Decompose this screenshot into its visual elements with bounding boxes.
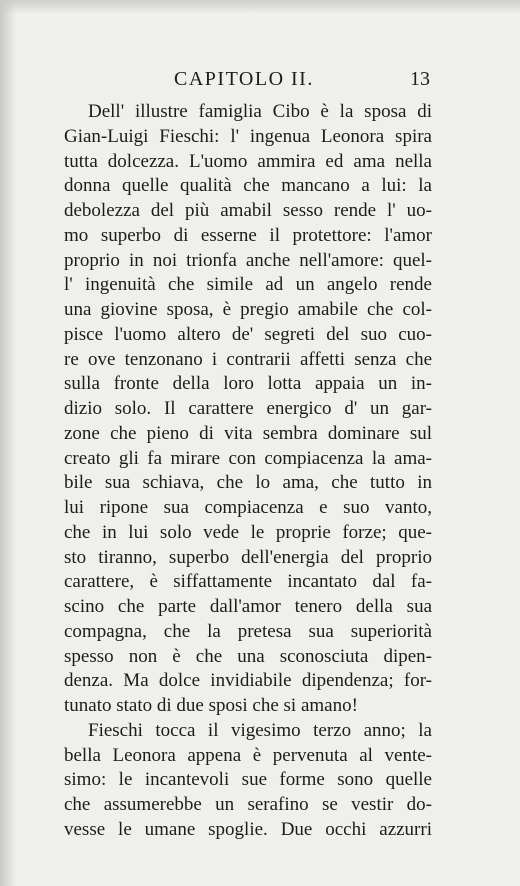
body-text bbox=[64, 100, 432, 843]
text-line: che in lui solo vede le proprie forze; que- bbox=[64, 521, 432, 543]
text-line: bile sua schiava, che lo ama, che tutto in bbox=[64, 472, 432, 494]
text-line: tutta dolcezza. L'uomo ammira ed ama nella bbox=[64, 150, 432, 172]
text-line: tunato stato di due sposi che si amano! bbox=[64, 695, 358, 716]
text-line: una giovine sposa, è pregio amabile che col- bbox=[64, 299, 432, 320]
text-line: donna quelle qualità che mancano a lui: la bbox=[64, 175, 432, 197]
text-line: pisce l'uomo altero de' segreti del suo cuo- bbox=[64, 323, 432, 345]
page-number: 13 bbox=[410, 68, 430, 90]
text-line: sto tiranno, superbo dell'energia del proprio bbox=[64, 546, 432, 568]
text-line: Fieschi tocca il vigesimo terzo anno; la bbox=[88, 719, 432, 741]
text-line: mo superbo di esserne il protettore: l'amor bbox=[64, 224, 432, 246]
text-line: dizio solo. Il carattere energico d' un gar- bbox=[64, 398, 432, 419]
text-line: simo: le incantevoli sue forme sono quelle bbox=[64, 769, 432, 791]
text-line: creato gli fa mirare con compiacenza la ama- bbox=[64, 447, 432, 469]
text-line: denza. Ma dolce invidiabile dipendenza; for- bbox=[64, 670, 432, 692]
text-line: lui ripone sua compiacenza e suo vanto, bbox=[64, 497, 432, 518]
text-line: compagna, che la pretesa sua superiorità bbox=[64, 620, 432, 642]
text-line: debolezza del più amabil sesso rende l' uo- bbox=[64, 200, 432, 221]
running-header bbox=[62, 68, 430, 94]
chapter-title: CAPITOLO II. bbox=[174, 68, 314, 90]
text-line: carattere, è siffattamente incantato dal fa- bbox=[64, 571, 432, 593]
text-line: spesso non è che una sconosciuta dipen- bbox=[64, 645, 432, 667]
text-line: proprio in noi trionfa anche nell'amore: quel- bbox=[64, 249, 432, 271]
text-line: zone che pieno di vita sembra dominare sul bbox=[64, 422, 432, 444]
text-line: vesse le umane spoglie. Due occhi azzurri bbox=[64, 818, 432, 840]
text-line: Gian-Luigi Fieschi: l' ingenua Leonora spira bbox=[64, 125, 432, 147]
page-top-shadow bbox=[0, 0, 520, 14]
text-line: Dell' illustre famiglia Cibo è la sposa di bbox=[88, 101, 432, 122]
text-line: bella Leonora appena è pervenuta al vente- bbox=[64, 744, 432, 766]
text-line: sulla fronte della loro lotta appaia un in- bbox=[64, 373, 432, 395]
text-line: scino che parte dall'amor tenero della sua bbox=[64, 596, 432, 617]
text-line: l' ingenuità che simile ad un angelo rende bbox=[64, 274, 432, 296]
text-line: che assumerebbe un serafino se vestir do- bbox=[64, 794, 432, 815]
page-binding-edge bbox=[0, 0, 16, 886]
text-line: re ove tenzonano i contrarii affetti senza che bbox=[64, 348, 432, 370]
